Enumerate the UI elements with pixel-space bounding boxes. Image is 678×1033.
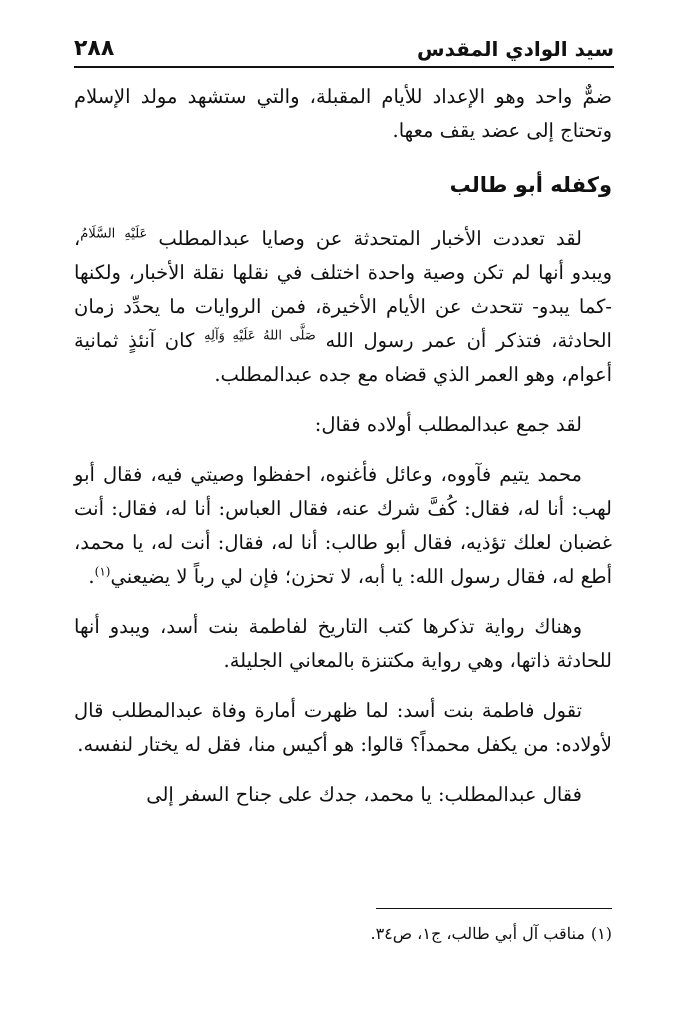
paragraph-7: فقال عبدالمطلب: يا محمد، جدك على جناح السفر إلى xyxy=(146,783,582,806)
paragraph-5: وهناك رواية تذكرها كتب التاريخ لفاطمة بنت أسد، ويبدو أنها للحادثة ذاتها، وهي رواية مكتنزة بالمعاني الجليلة. xyxy=(74,615,612,672)
paragraph-2-part-1: لقد تعددت الأخبار المتحدثة عن وصايا عبدالمطلب xyxy=(158,227,583,250)
footnote-marker: (١) xyxy=(590,924,612,943)
paragraph-3: لقد جمع عبدالمطلب أولاده فقال: xyxy=(314,413,582,436)
footnote-text: مناقب آل أبي طالب، ج١، ص٣٤. xyxy=(370,924,585,943)
header-rule xyxy=(74,66,614,68)
page-number: ٢٨٨ xyxy=(74,36,115,61)
page-header xyxy=(74,30,614,64)
paragraph-6: تقول فاطمة بنت أسد: لما ظهرت أمارة وفاة عبدالمطلب قال لأولاده: من يكفل محمداً؟ قالوا: هو أكيس منا، فقل له يختار لنفسه. xyxy=(74,699,612,756)
honorific-glyph: عَلَيْهِ السَّلَامُ xyxy=(80,226,148,242)
paragraph-2-part-3: كان آنئذٍ ثمانية أعوام، وهو العمر الذي قضاه مع جده عبدالمطلب. xyxy=(74,329,612,386)
paragraph-1: ضمٌّ واحد وهو الإعداد للأيام المقبلة، والتي ستشهد مولد الإسلام وتحتاج إلى عضد يقف معها. xyxy=(74,85,612,142)
paragraph-2 xyxy=(74,222,612,392)
footnote-reference[interactable]: (١) xyxy=(94,564,111,579)
footnote-rule xyxy=(376,908,612,909)
body-text xyxy=(74,80,612,828)
section-heading: وكفله أبو طالب xyxy=(449,173,612,197)
paragraph-4-text: محمد يتيم فآووه، وعائل فأغنوه، احفظوا وصيتي فيه، فقال أبو لهب: أنا له، فقال: كُفَّ شرك عنه، فقال العباس: أنا له، فقال: أنت غضبان لعلك تؤذيه، فقال أبو طالب: أنا له، فقال: أنت له، يا محمد، أطع له، فقال رسول الله: يا أبه، لا تحزن؛ فإن لي رباً لا يضيعني xyxy=(74,463,612,588)
paragraph-4-end: . xyxy=(88,565,95,588)
honorific-glyph-2: صَلَّى اللهُ عَلَيْهِ وَآلِهِ xyxy=(204,328,316,344)
paragraph-4 xyxy=(74,458,612,594)
footnote xyxy=(74,920,612,948)
running-title: سيد الوادي المقدس xyxy=(417,37,614,61)
paragraph-2-part-2: ، ويبدو أنها لم تكن وصية واحدة اختلف في نقلها نقلة الأخبار، ولكنها -كما يبدو- تتحدث عن الأيام الأخيرة، فمن الروايات ما يحدِّد زمان الحادثة، فتذكر أن عمر رسول الله xyxy=(74,227,612,352)
